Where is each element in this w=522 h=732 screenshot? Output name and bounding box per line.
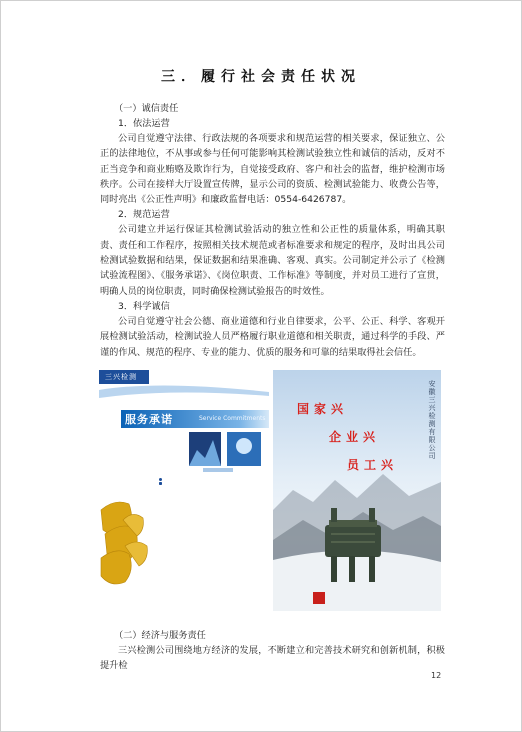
slogan-poster — [273, 370, 441, 611]
paragraph: 公司自觉遵守社会公德、商业道德和行业自律要求，公平、公正、科学、客观开展检测试验活动，检测试验人员严格履行职业道德和相关职责，通过科学的手段、严谨的作风、规范的程序、专业的能力、优质的服务和可靠的结果取得社会信任。 — [100, 315, 445, 358]
poster-graphics — [99, 370, 269, 611]
company-name-vertical: 安徽三兴检测有限公司 — [428, 380, 436, 460]
commitment-list — [159, 476, 249, 480]
page-title: 三．履行社会责任状况 — [161, 69, 361, 85]
section-heading: （一）诚信责任 — [114, 103, 179, 114]
section-economic — [100, 628, 445, 674]
service-commitment-poster — [99, 370, 269, 611]
slogan-line-3: 员工兴 — [347, 458, 399, 472]
paragraph: 三兴检测公司围绕地方经济的发展，不断建立和完善技术研究和创新机制，积极提升检 — [100, 645, 445, 672]
page-number: 12 — [431, 671, 442, 680]
slogan-line-1: 国家兴 — [297, 402, 349, 416]
paragraph: 公司建立并运行保证其检测试验活动的独立性和公正性的质量体系，明确其职责、责任和工作程序，按照相关技术规范或者标准要求和规定的程序，及时出具公司检测试验数据和结果，保证数据和结果准确、客观、真实。公司制定并公示了《检测试验流程图》、《服务承诺》、《岗位职责、工作标准》等制度，并对员工进行了宣贯，明确人员的岗位职责，同时确保检测试验报告的时效性。 — [100, 224, 445, 297]
subsection-heading: 1．依法运营 — [118, 118, 170, 129]
subsection-heading: 2．规范运营 — [118, 209, 170, 221]
golden-hands-icon — [101, 502, 147, 584]
slogan-line-2: 企业兴 — [329, 430, 381, 444]
service-commitment-title: 服务承诺 — [125, 413, 173, 426]
section-heading: （二）经济与服务责任 — [114, 630, 206, 641]
company-logo-text: 三兴检测 — [105, 373, 137, 381]
service-commitment-subtitle: Service Commitments — [199, 415, 266, 422]
paragraph: 公司自觉遵守法律、行政法规的各项要求和规范运营的相关要求，保证独立、公正的法律地位，不从事或参与任何可能影响其检测试验独立性和诚信的活动，反对不正当竞争和商业贿赂及欺诈行为，自觉接受政府、客户和社会的监督，维护检测市场秩序。公司在接样大厅设置宣传牌，显示公司的资质、检测试验能力、收费公告等，同时亮出《公正性声明》和廉政监督电话：0554-6426787。 — [100, 133, 445, 206]
subsection-heading: 3．科学诚信 — [118, 300, 170, 312]
section-integrity — [100, 101, 445, 360]
poster-figure — [99, 370, 441, 611]
